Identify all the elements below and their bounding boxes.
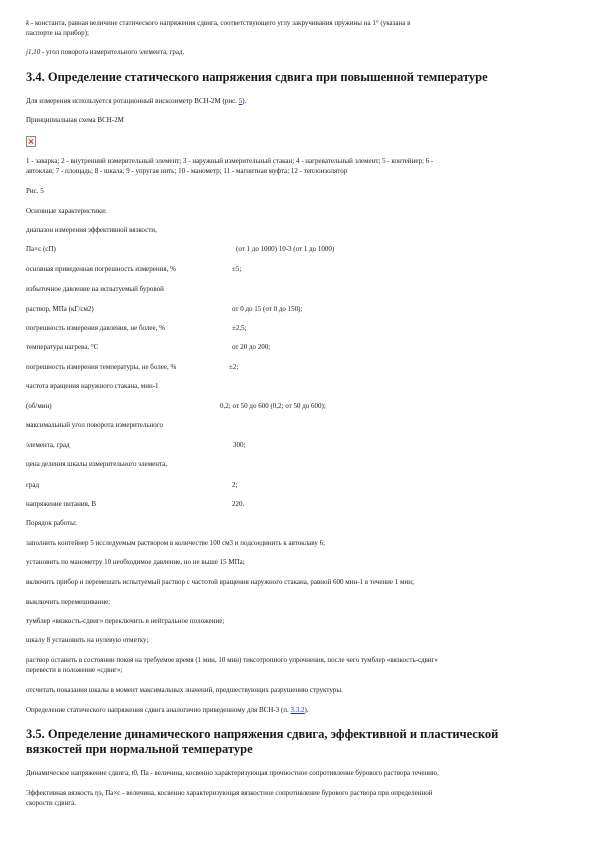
k-definition-line1: k - константа, равная величине статического напряжения сдвига, соответствующего углу закручивания пружины на 1° (указана в bbox=[26, 19, 411, 27]
procedure-step: шкалу 8 установить на нулевую отметку; bbox=[26, 636, 149, 644]
figure-caption: Рис. 5 bbox=[26, 187, 44, 195]
viscosity-range-title: диапазон измерения эффективной вязкости, bbox=[26, 226, 157, 234]
scheme-title: Принципиальная схема ВСН-2М bbox=[26, 116, 124, 124]
figure-5-link[interactable]: 5 bbox=[238, 97, 243, 105]
procedure-step: заполнить контейнер 5 исследуемым раствором в количестве 100 см3 и подсоединить к автоклаву 6; bbox=[26, 539, 326, 547]
section-heading-3-5: 3.5. Определение динамического напряжения сдвига, эффективной и пластической вязкостей при нормальной температуре bbox=[26, 727, 499, 756]
dynamic-shear-paragraph: Динамическое напряжение сдвига, t0, Па - величина, косвенно характеризующая прочностное сопротивление бурового раствора течению. bbox=[26, 769, 439, 777]
j-definition: j1,10 - угол поворота измерительного элемента, град. bbox=[26, 48, 185, 56]
document-page: k - константа, равная величине статического напряжения сдвига, соответствующего углу закручивания пружины на 1° (указана в паспорте на прибор); j1,10 - угол поворота измерительного элемента, град. 3.4. Определение статического напряжения сдвига при повышенной температуре Для измерения используется ротационный вискозиметр ВСН-2М (рис. 5). Принципиальная схема ВСН-2М 1 - заварка; 2 - внутренний измерительный элемент; 3 - наружный измерительный стакан; 4 - нагревательный элемент; 5 - контейнер; 6 - автоклав; 7 - площадь; 8 - шкала; 9 - упругая нить; 10 - манометр; 11 - магнитная муфта; 12 - теплоизолятор Рис. 5 Основные характеристики: диапазон измерения эффективной вязкости, Па×с (сП) (от 1 до 1000) 10-3 (от 1 до 1000) основная приведенная погрешность измерения, % ±5; избыточное давление на испытуемый буровой раствор, МПа (кГ/см2) от 0 до 15 (от 0 до 150); погрешность измерения давления, не более, % ±2,5; температура нагрева, °С от 20 до 200; погрешность измерения температуры, не более, % ±2; частота вращения наружного стакана, мин-1 (об/мин) 0,2; от 50 до 600 (0,2; от 50 до 600); максимальный угол поворота измерительного элемента, град 300; цена деления шкалы измерительного элемента, град 2; напряжение питания, В 220. Порядок работы: заполнить контейнер 5 исследуемым раствором в количестве 100 см3 и подсоединить к автоклаву 6; установить по манометру 10 необходимое давление, но не выше 15 МПа; включить прибор и перемешать испытуемый раствор с частотой вращения наружного стакана, равной 600 мин-1 в течение 1 мин; выключить перемешивание; тумблер «вязкость-сдвиг» переключить в нейтральное положение; шкалу 8 установить на нулевую отметку; раствор оставить в состоянии покоя на требуемое время (1 мин, 10 мин) тиксотропного упрочнения, после чего тумблер «вязкость-сдвиг» перевести в положение «сдвиг»; отсчитать показания шкалы в момент максимальных значений, предшествующих разрушению структуры. Определение статического напряжения сдвига аналогично приведенному для ВСН-3 (п. 3.3.2). 3.5. Определение динамического напряжения сдвига, эффективной и пластической вязкостей при нормальной температуре Динамическое напряжение сдвига, t0, Па - величина, косвенно характеризующая прочностное сопротивление бурового раствора течению. Эффективная вязкость ηэ, Па×с - величина, косвенно характеризующая вязкостное сопротивление бурового раствора при определенной скорости сдвига. bbox=[0, 0, 595, 842]
procedure-step: раствор оставить в состоянии покоя на требуемое время (1 мин, 10 мин) тиксотропного упрочнения, после чего тумблер «вязкость-сдвиг» bbox=[26, 656, 439, 664]
device-text: Для измерения используется ротационный вискозиметр ВСН-2М (рис. 5). bbox=[26, 97, 247, 105]
k-symbol: k bbox=[26, 19, 30, 27]
k-definition-line2: паспорте на прибор); bbox=[26, 29, 89, 37]
procedure-title: Порядок работы: bbox=[26, 519, 77, 527]
broken-image-icon bbox=[26, 136, 36, 147]
figure-legend-line1: 1 - заварка; 2 - внутренний измерительный элемент; 3 - наружный измерительный стакан; 4 - нагревательный элемент; 5 - контейнер; 6 - bbox=[26, 157, 434, 165]
effective-viscosity-line2: скорости сдвига. bbox=[26, 799, 76, 807]
procedure-step-continued: перевести в положение «сдвиг»; bbox=[26, 666, 123, 674]
procedure-step: выключить перемешивание; bbox=[26, 598, 111, 606]
procedure-step: установить по манометру 10 необходимое давление, но не выше 15 МПа; bbox=[26, 558, 245, 566]
j-symbol: j1,10 bbox=[26, 48, 41, 56]
procedure-step: включить прибор и перемешать испытуемый раствор с частотой вращения наружного стакана, равной 600 мин-1 в течение 1 мин; bbox=[26, 578, 414, 586]
procedure-step: тумблер «вязкость-сдвиг» переключить в нейтральное положение; bbox=[26, 617, 225, 625]
section-heading-3-4: 3.4. Определение статического напряжения сдвига при повышенной температуре bbox=[26, 70, 488, 84]
effective-viscosity-line1: Эффективная вязкость ηэ, Па×с - величина, косвенно характеризующая вязкостное сопротивление бурового раствора при определенной bbox=[26, 789, 433, 797]
figure-legend-line2: автоклав; 7 - площадь; 8 - шкала; 9 - упругая нить; 10 - манометр; 11 - магнитная муфта; 12 - теплоизолятор bbox=[26, 167, 348, 175]
section-3-3-2-link[interactable]: 3.3.2 bbox=[290, 706, 305, 714]
final-note: Определение статического напряжения сдвига аналогично приведенному для ВСН-3 (п. 3.3.2). bbox=[26, 706, 309, 714]
procedure-step: отсчитать показания шкалы в момент максимальных значений, предшествующих разрушению структуры. bbox=[26, 686, 343, 694]
main-specs-title: Основные характеристики: bbox=[26, 207, 107, 215]
